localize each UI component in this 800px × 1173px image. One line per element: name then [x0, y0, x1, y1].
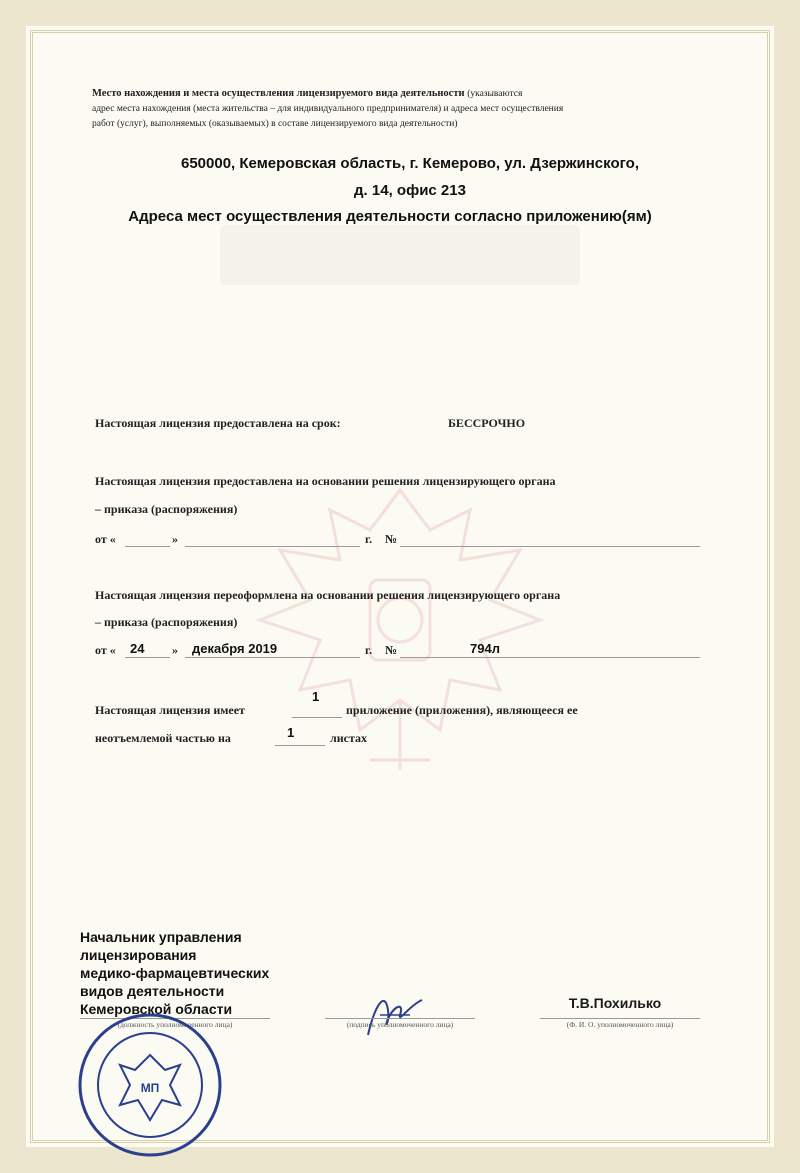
term-label: Настоящая лицензия предоставлена на срок:: [95, 416, 341, 430]
term-value: БЕССРОЧНО: [448, 416, 526, 430]
appendix-line1-start: Настоящая лицензия имеет: [95, 703, 245, 717]
handwritten-signature-icon: [360, 985, 430, 1045]
reissue-quote-close: »: [172, 643, 178, 657]
position-line2: лицензирования: [80, 947, 197, 963]
position-line3: медико-фармацевтических: [80, 965, 270, 981]
position-line4: видов деятельности: [80, 983, 225, 999]
address-line2: д. 14, офис 213: [354, 182, 466, 199]
grant-number-line: [400, 546, 700, 547]
grant-number-label: №: [385, 532, 398, 546]
reissue-from-label: от «: [95, 643, 116, 657]
coat-of-arms-watermark-icon: [200, 430, 600, 830]
caption-position: (должность уполномоченного лица): [117, 1020, 233, 1029]
signature-line: [325, 1018, 475, 1019]
name-line: [540, 1018, 700, 1019]
grant-line2: – приказа (распоряжения): [95, 502, 238, 516]
signer-name: Т.В.Похилько: [568, 995, 662, 1011]
header-line1: Место нахождения и места осуществления лицензируемого вида деятельности: [92, 88, 465, 99]
grant-line1: Настоящая лицензия предоставлена на основании решения лицензирующего органа: [95, 474, 556, 488]
reissue-number: 794л: [470, 641, 500, 656]
reissue-month-year: декабря 2019: [192, 641, 278, 656]
reissue-number-label: №: [385, 643, 398, 657]
grant-date-line: [185, 546, 360, 547]
appendix-sheets: 1: [287, 725, 295, 740]
appendix-count-line: [292, 717, 342, 718]
reissue-year-label: г.: [365, 643, 373, 657]
appendix-line2-end: листах: [330, 731, 368, 745]
grant-year-label: г.: [365, 532, 373, 546]
position-line1: Начальник управления: [80, 929, 242, 945]
grant-day-line: [125, 546, 170, 547]
appendix-line2-start: неотъемлемой частью на: [95, 731, 231, 745]
address-line3: Адреса мест осуществления деятельности согласно приложению(ям): [128, 208, 652, 225]
caption-name: (Ф. И. О. уполномоченного лица): [566, 1020, 674, 1029]
header-line2: адрес места нахождения (места жительства – для индивидуального предпринимателя) и адреса мест осуществления: [92, 104, 564, 114]
grant-quote-close: »: [172, 532, 178, 546]
header-note: [92, 86, 712, 132]
background-title-ghost: [220, 225, 580, 285]
caption-signature: (подпись уполномоченного лица): [346, 1020, 454, 1029]
reissue-number-line: [400, 657, 700, 658]
official-seal-icon: [70, 1010, 230, 1160]
position-line5: Кемеровской области: [80, 1001, 233, 1017]
reissue-day-line: [125, 657, 170, 658]
appendix-sheets-line: [275, 745, 325, 746]
header-line3: работ (услуг), выполняемых (оказываемых) в составе лицензируемого вида деятельности): [92, 119, 458, 129]
grant-from-label: от «: [95, 532, 116, 546]
address-line1: 650000, Кемеровская область, г. Кемерово, ул. Дзержинского,: [181, 155, 639, 172]
seal-label: МП: [140, 1081, 160, 1095]
reissue-day: 24: [130, 641, 145, 656]
reissue-date-line: [185, 657, 360, 658]
reissue-line2: – приказа (распоряжения): [95, 615, 238, 629]
appendix-count: 1: [312, 689, 320, 704]
signer-position: [80, 928, 310, 1018]
header-line1-note: (указываются: [467, 89, 523, 99]
reissue-line1: Настоящая лицензия переоформлена на основании решения лицензирующего органа: [95, 588, 561, 602]
appendix-line1-end: приложение (приложения), являющееся ее: [346, 703, 578, 717]
